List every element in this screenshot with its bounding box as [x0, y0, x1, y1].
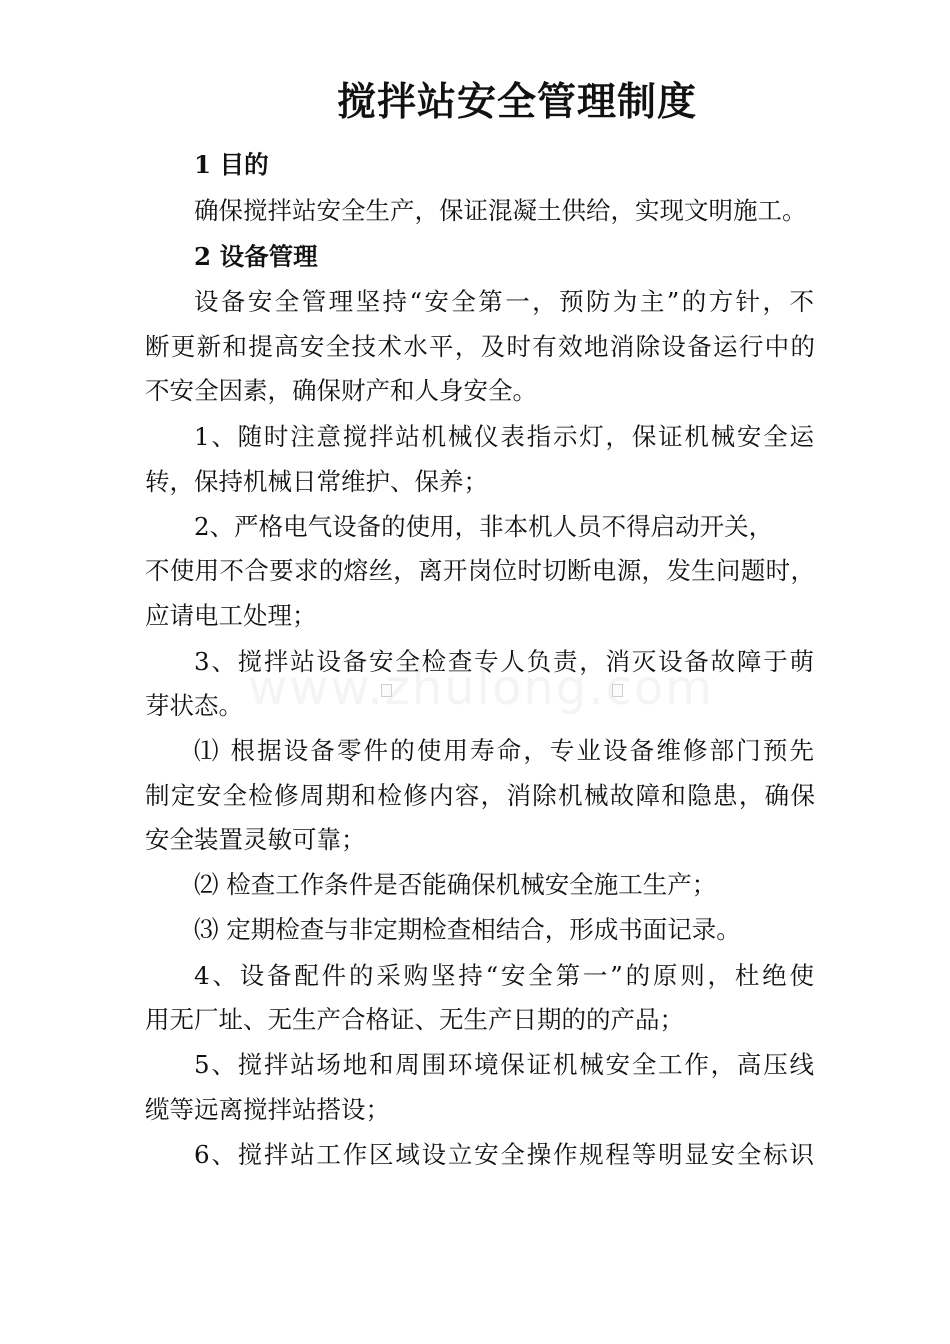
paragraph-line: 缆等远离搅拌站搭设； [145, 1095, 390, 1124]
paragraph-line: 设备安全管理坚持“安全第一，预防为主”的方针，不 [194, 287, 814, 316]
paragraph-line: 制定安全检修周期和检修内容，消除机械故障和隐患，确保 [145, 781, 815, 810]
section-heading-equipment: 2 设备管理 [194, 242, 318, 271]
paragraph-line: 安全装置灵敏可靠； [145, 825, 366, 854]
paragraph-line: 不使用不合要求的熔丝，离开岗位时切断电源，发生问题时， [145, 556, 815, 585]
list-item-1: 1、随时注意搅拌站机械仪表指示灯，保证机械安全运 [194, 422, 814, 451]
paragraph-line: 用无厂址、无生产合格证、无生产日期的的产品； [145, 1005, 684, 1034]
list-item-5: 5、搅拌站场地和周围环境保证机械安全工作，高压线 [194, 1050, 814, 1079]
paragraph-line: 转，保持机械日常维护、保养； [145, 467, 488, 496]
paragraph-line: 芽状态。 [145, 691, 243, 720]
paragraph-line: 不安全因素，确保财产和人身安全。 [145, 376, 537, 405]
sub-item-1: ⑴ 根据设备零件的使用寿命，专业设备维修部门预先 [194, 736, 814, 765]
section-heading-purpose: 1 目的 [194, 150, 269, 179]
list-item-3: 3、搅拌站设备安全检查专人负责，消灭设备故障于萌 [194, 647, 814, 676]
list-item-6: 6、搅拌站工作区域设立安全操作规程等明显安全标识 [194, 1140, 814, 1169]
document-title: 搅拌站安全管理制度 [336, 79, 697, 125]
sub-item-3: ⑶ 定期检查与非定期检查相结合，形成书面记录。 [194, 915, 741, 944]
paragraph-line: 应请电工处理； [145, 601, 317, 630]
sub-item-2: ⑵ 检查工作条件是否能确保机械安全施工生产； [194, 870, 717, 899]
paragraph-line: 断更新和提高安全技术水平，及时有效地消除设备运行中的 [145, 332, 815, 361]
paragraph-line: 确保搅拌站安全生产，保证混凝土供给，实现文明施工。 [194, 196, 807, 225]
list-item-2: 2、严格电气设备的使用，非本机人员不得启动开关， [194, 512, 774, 541]
list-item-4: 4、设备配件的采购坚持“安全第一”的原则，杜绝使 [194, 961, 814, 990]
